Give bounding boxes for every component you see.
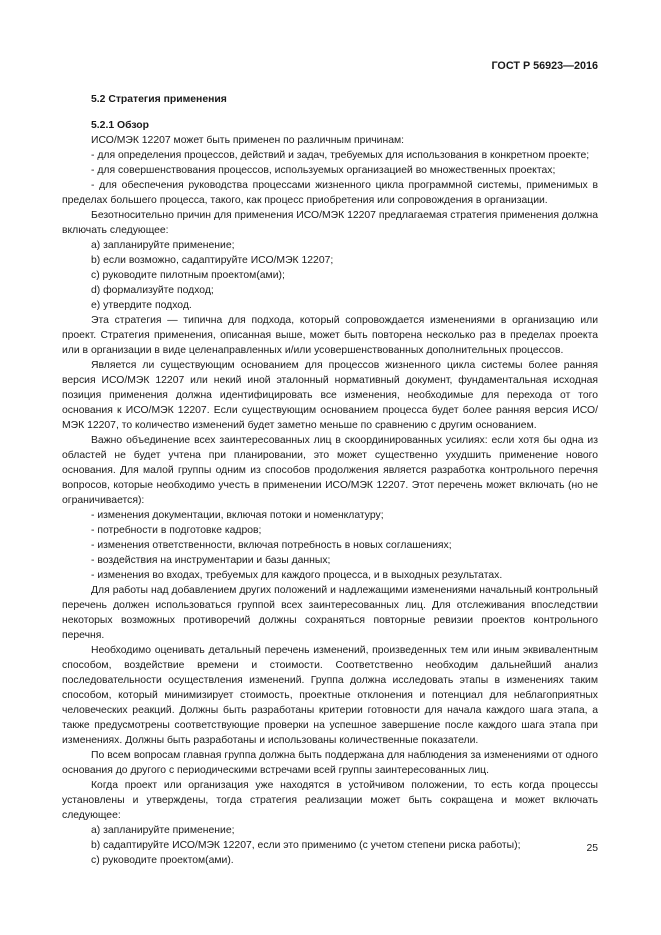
- list-item: a) запланируйте применение;: [91, 240, 235, 251]
- paragraph: Безотносительно причин для применения ИСО/МЭК 12207 предлагаемая стратегия применения должна включать следующее:: [62, 210, 598, 236]
- paragraph: Является ли существующим основанием для процессов жизненного цикла системы более ранняя версия ИСО/МЭК 12207 или некий иной эталонный нормативный документ, фундаментальная исходная позиция применения должна идентифицировать все изменения, необходимые для перехода от того основания к ИСО/МЭК 12207. Если существующим основанием процесса будет более ранняя версия ИСО/МЭК 12207, то количество изменений будет заметно меньше по сравнению с другим основанием.: [62, 360, 598, 431]
- list-item: - потребности в подготовке кадров;: [91, 525, 262, 536]
- paragraph: Необходимо оценивать детальный перечень изменений, произведенных тем или иным эквивалентным способом, воздействие времени и стоимости. Соответственно необходим дальнейший анализ последовательности осуществления изменений. Группа должна исследовать этапы в изменениях таким способом, который минимизирует стоимость, проектные отклонения и потенциал для неблагоприятных человеческих реакций. Должны быть разработаны критерии готовности для начала каждого шага этапа, а также предусмотрены соответствующие проверки на успешное завершение после каждого шага этапа при изменениях. Должны быть разработаны и использованы количественные показатели.: [62, 645, 598, 746]
- paragraph: Когда проект или организация уже находятся в устойчивом положении, то есть когда процессы установлены и утверждены, тогда стратегия реализации может быть сокращена и может включать следующее:: [62, 780, 598, 821]
- list-item: - для определения процессов, действий и задач, требуемых для использования в конкретном проекте;: [91, 150, 590, 161]
- subsection-title: 5.2.1 Обзор: [91, 120, 149, 131]
- list-item: c) руководите пилотным проектом(ами);: [91, 270, 285, 281]
- list-item: b) если возможно, садаптируйте ИСО/МЭК 12207;: [91, 255, 334, 266]
- paragraph: Эта стратегия — типична для подхода, который сопровождается изменениями в организацию или проект. Стратегия применения, описанная выше, может быть повторена несколько раз в пределах проекта или в организации в виде целенаправленных и/или усовершенствованных дополнительных процессов.: [62, 315, 598, 356]
- list-item: d) формализуйте подход;: [91, 285, 214, 296]
- body-text: [62, 89, 598, 868]
- list-item: c) руководите проектом(ами).: [91, 855, 234, 866]
- list-item: - воздействия на инструментарии и базы данных;: [91, 555, 331, 566]
- page-number: 25: [586, 843, 598, 854]
- paragraph: Для работы над добавлением других положений и надлежащими изменениями начальный контрольный перечень должен использоваться группой всех заинтересованных лиц. Для отслеживания впоследствии некоторых возможных противоречий должны сохраняться повторные ревизии проектов контрольного перечня.: [62, 585, 598, 641]
- list-item: - для совершенствования процессов, используемых организацией во множественных проектах;: [91, 165, 556, 176]
- list-item: - изменения во входах, требуемых для каждого процесса, и в выходных результатах.: [91, 570, 503, 581]
- document-id-header: ГОСТ Р 56923—2016: [491, 60, 598, 72]
- list-item: - изменения документации, включая потоки и номенклатуру;: [91, 510, 384, 521]
- paragraph: ИСО/МЭК 12207 может быть применен по различным причинам:: [91, 135, 405, 146]
- list-item: - изменения ответственности, включая потребность в новых соглашениях;: [91, 540, 452, 551]
- paragraph: По всем вопросам главная группа должна быть поддержана для наблюдения за изменениями от одного основания до другого с периодическими встречами всей группы заинтересованных лиц.: [62, 750, 598, 776]
- paragraph: Важно объединение всех заинтересованных лиц в скоординированных усилиях: если хотя бы одна из областей не будет учтена при планировании, это может существенно ухудшить применение нового основания. Для малой группы одним из способов продолжения является разработка контрольного перечня вопросов, которые необходимо учесть в применении ИСО/МЭК 12207. Этот перечень может включать (но не ограничивается):: [62, 435, 598, 506]
- list-item: - для обеспечения руководства процессами жизненного цикла программной системы, применимых в пределах большего процесса, такого, как процесс приобретения или сопровождения в организации.: [62, 180, 598, 206]
- list-item: e) утвердите подход.: [91, 300, 192, 311]
- list-item: a) запланируйте применение;: [91, 825, 235, 836]
- section-title: 5.2 Стратегия применения: [91, 94, 227, 105]
- list-item: b) садаптируйте ИСО/МЭК 12207, если это применимо (с учетом степени риска работы);: [91, 840, 521, 851]
